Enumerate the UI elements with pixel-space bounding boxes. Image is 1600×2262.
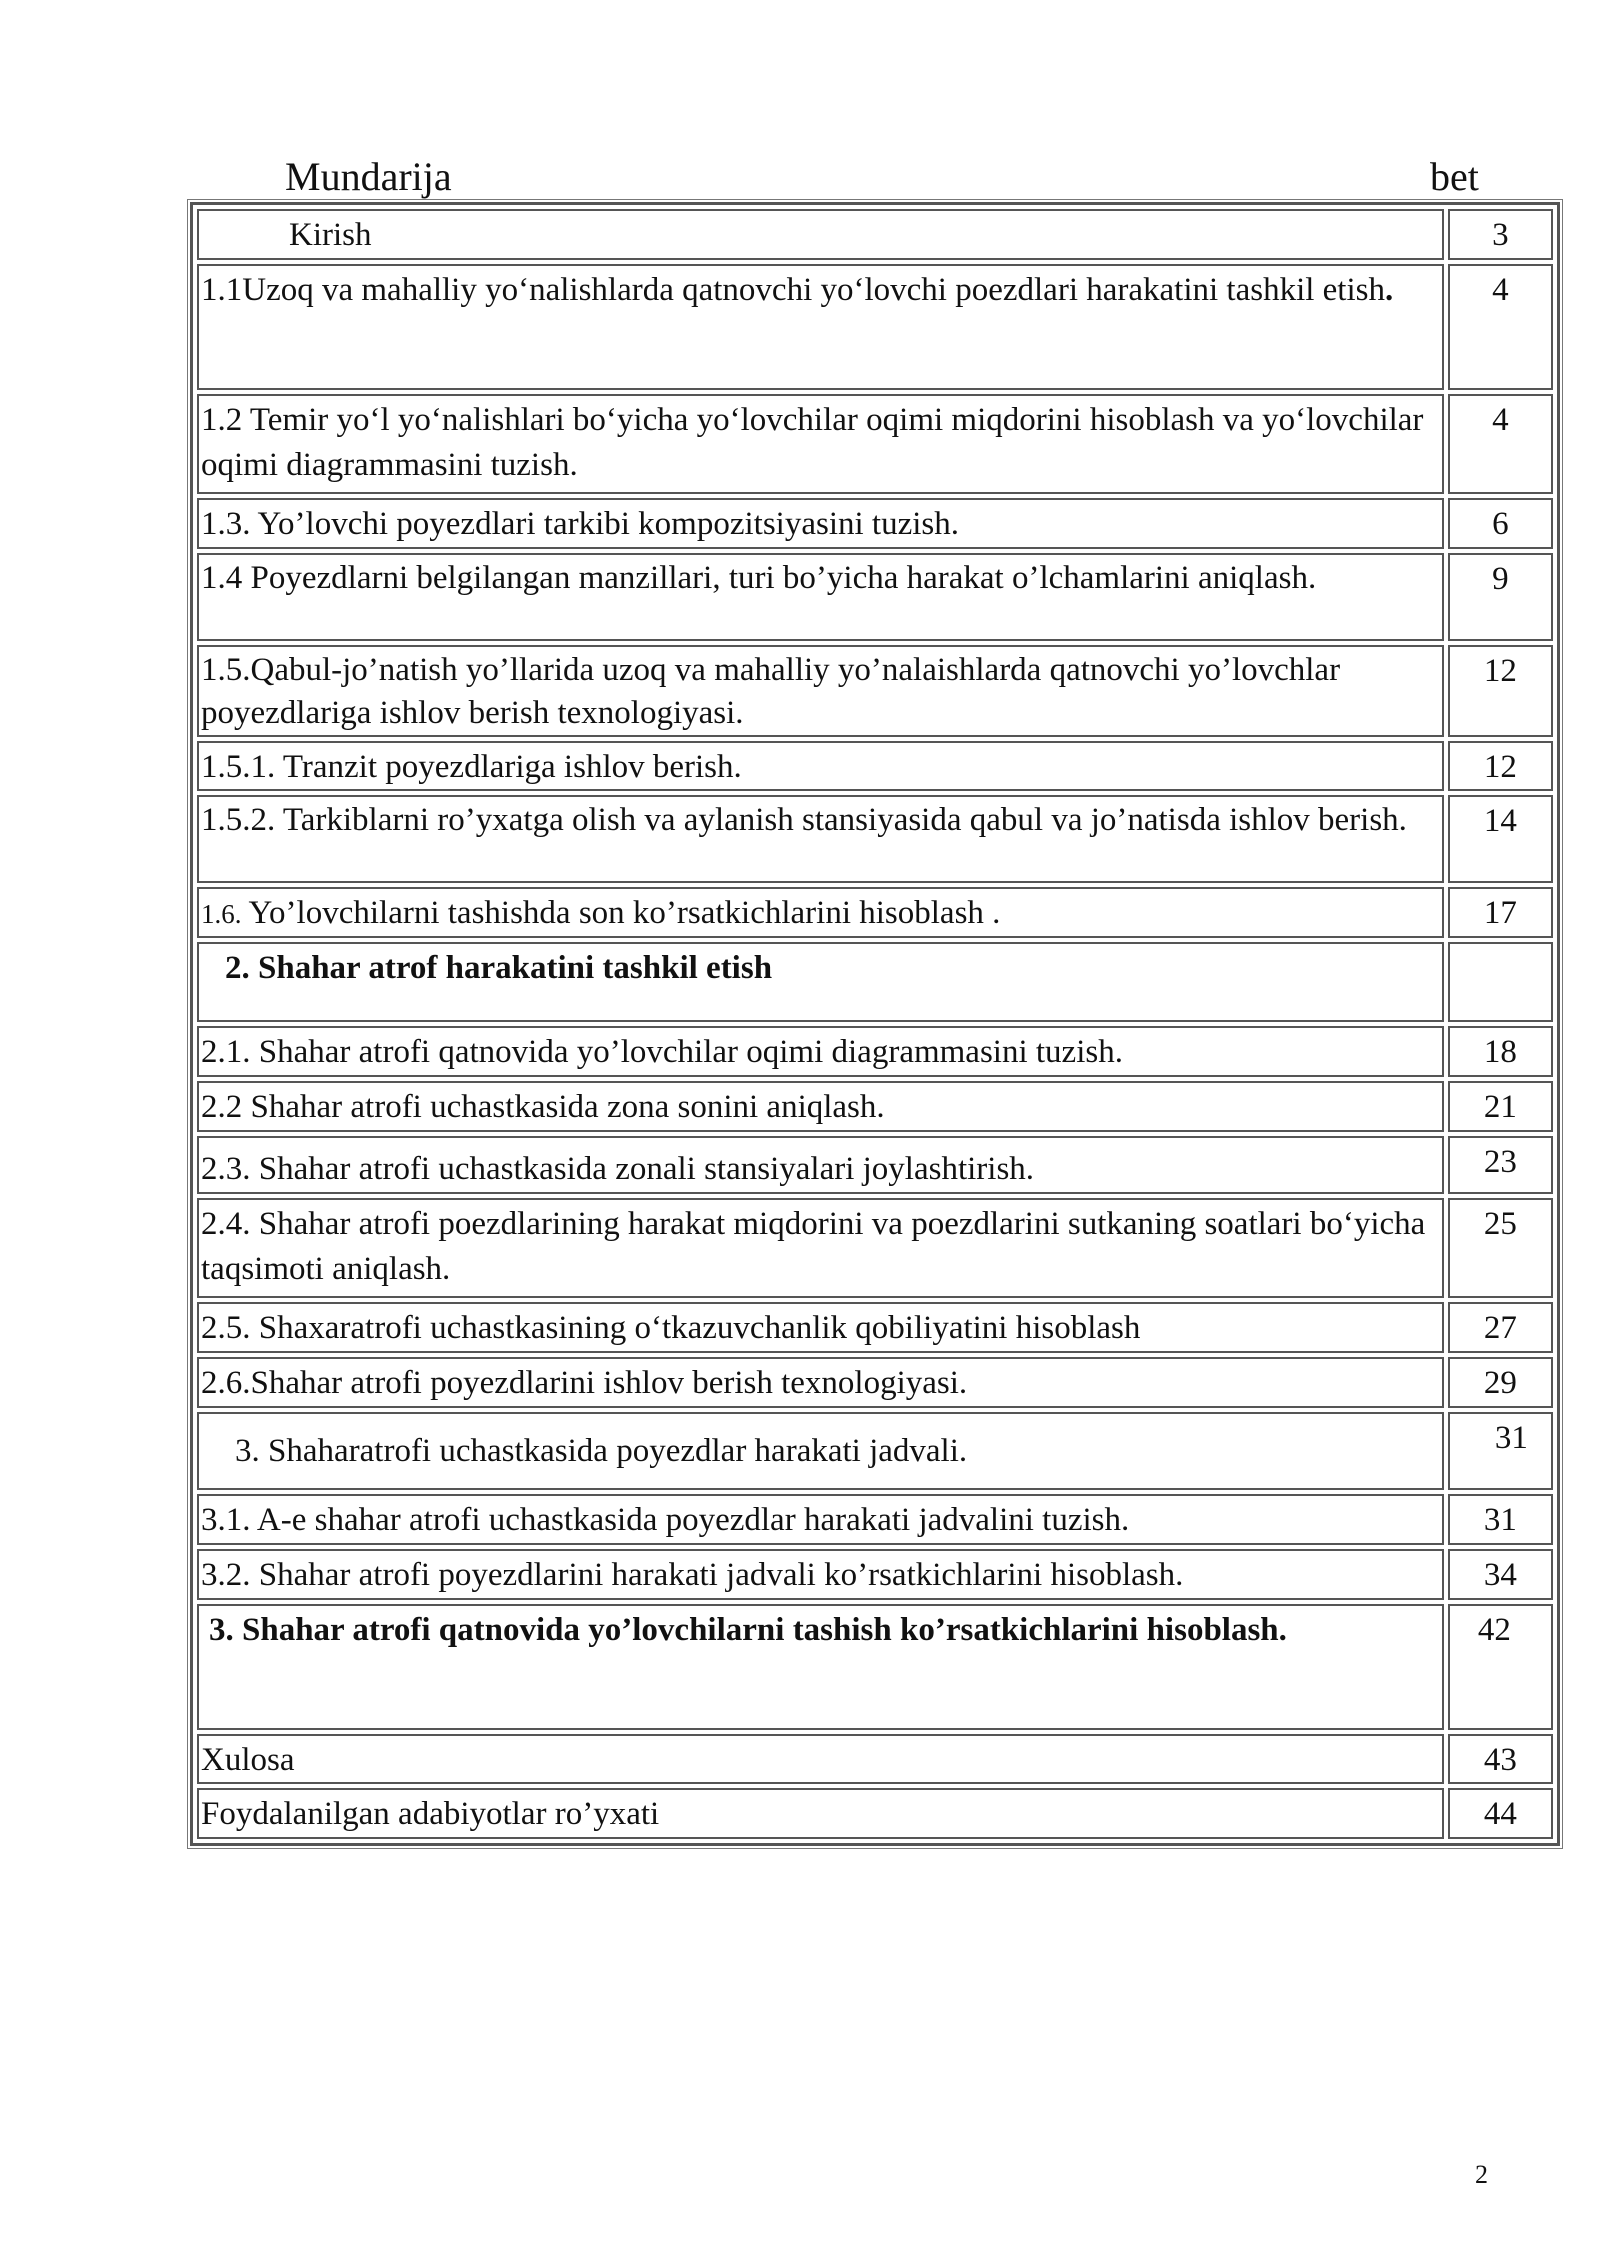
toc-entry-page: 6 — [1448, 498, 1553, 549]
toc-entry-text: 1.1Uzoq va mahalliy yo‘nalishlarda qatnovchi yo‘lovchi poezdlari harakatini tashkil etish — [201, 271, 1385, 308]
page-number: 2 — [1475, 2160, 1488, 2189]
toc-row — [197, 645, 1553, 737]
toc-entry-title: 1.5.1. Tranzit poyezdlariga ishlov berish. — [197, 741, 1444, 792]
toc-entry-suffix: . — [1385, 271, 1394, 308]
toc-entry-title: 2.4. Shahar atrofi poezdlarining harakat miqdorini va poezdlarini sutkaning soatlari bo‘yicha taqsimoti aniqlash. — [197, 1198, 1444, 1298]
table-of-contents — [190, 202, 1560, 1846]
toc-section-heading-text: 3. Shahar atrofi qatnovida yo’lovchilarni tashish ko’rsatkichlarini hisoblash. — [209, 1611, 1287, 1648]
toc-row — [197, 1788, 1553, 1839]
toc-entry-page: 4 — [1448, 394, 1553, 494]
toc-row — [197, 1494, 1553, 1545]
toc-entry-title: 2.2 Shahar atrofi uchastkasida zona sonini aniqlash. — [197, 1081, 1444, 1132]
toc-entry-page: 43 — [1448, 1734, 1553, 1785]
toc-entry-page: 42 — [1448, 1604, 1553, 1730]
toc-entry-title: 2.3. Shahar atrofi uchastkasida zonali stansiyalari joylashtirish. — [197, 1136, 1444, 1194]
toc-row — [197, 1081, 1553, 1132]
toc-entry-title — [197, 887, 1444, 938]
toc-entry-title: Xulosa — [197, 1734, 1444, 1785]
toc-entry-page: 44 — [1448, 1788, 1553, 1839]
toc-row — [197, 394, 1553, 494]
toc-section-heading: 2. Shahar atrof harakatini tashkil etish — [197, 942, 1444, 1022]
toc-entry-title: 1.4 Poyezdlarni belgilangan manzillari, turi bo’yicha harakat o’lchamlarini aniqlash. — [197, 553, 1444, 641]
toc-row — [197, 498, 1553, 549]
toc-header — [190, 152, 1570, 202]
toc-entry-title: 2.6.Shahar atrofi poyezdlarini ishlov berish texnologiyasi. — [197, 1357, 1444, 1408]
toc-entry-page: 3 — [1448, 209, 1553, 260]
toc-entry-title: 3.1. A-e shahar atrofi uchastkasida poyezdlar harakati jadvalini tuzish. — [197, 1494, 1444, 1545]
toc-entry-page: 27 — [1448, 1302, 1553, 1353]
toc-row — [197, 1549, 1553, 1600]
toc-row — [197, 741, 1553, 792]
toc-row — [197, 264, 1553, 390]
toc-entry-title: 1.3. Yo’lovchi poyezdlari tarkibi kompozitsiyasini tuzish. — [197, 498, 1444, 549]
toc-entry-title: 2.1. Shahar atrofi qatnovida yo’lovchilar oqimi diagrammasini tuzish. — [197, 1026, 1444, 1077]
toc-row — [197, 1357, 1553, 1408]
toc-entry-title: 1.2 Temir yo‘l yo‘nalishlari bo‘yicha yo‘lovchilar oqimi miqdorini hisoblash va yo‘lovchilar oqimi diagrammasini tuzish. — [197, 394, 1444, 494]
toc-entry-title: 3.2. Shahar atrofi poyezdlarini harakati jadvali ko’rsatkichlarini hisoblash. — [197, 1549, 1444, 1600]
toc-entry-page: 21 — [1448, 1081, 1553, 1132]
toc-entry-page: 31 — [1448, 1494, 1553, 1545]
toc-row — [197, 1734, 1553, 1785]
toc-row — [197, 1604, 1553, 1730]
toc-entry-number: 1.6. — [201, 899, 242, 930]
toc-row — [197, 1412, 1553, 1490]
toc-entry-page: 34 — [1448, 1549, 1553, 1600]
toc-row — [197, 553, 1553, 641]
toc-entry-page: 17 — [1448, 887, 1553, 938]
page-column-label: bet — [1430, 154, 1479, 199]
toc-section-heading — [197, 1604, 1444, 1730]
toc-row — [197, 942, 1553, 1022]
toc-entry-page: 12 — [1448, 741, 1553, 792]
toc-entry-page: 25 — [1448, 1198, 1553, 1298]
toc-row — [197, 1198, 1553, 1298]
toc-entry-page: 14 — [1448, 795, 1553, 883]
toc-entry-title: 1.5.Qabul-jo’natish yo’llarida uzoq va mahalliy yo’nalaishlarda qatnovchi yo’lovchlar poyezdlariga ishlov berish texnologiyasi. — [197, 645, 1444, 737]
toc-entry-title: 1.5.2. Tarkiblarni ro’yxatga olish va aylanish stansiyasida qabul va jo’natisda ishlov berish. — [197, 795, 1444, 883]
toc-row — [197, 795, 1553, 883]
toc-entry-page: 4 — [1448, 264, 1553, 390]
toc-row — [197, 1302, 1553, 1353]
toc-row — [197, 209, 1553, 260]
toc-entry-page: 18 — [1448, 1026, 1553, 1077]
toc-entry-title: 2.5. Shaxaratrofi uchastkasining o‘tkazuvchanlik qobiliyatini hisoblash — [197, 1302, 1444, 1353]
toc-entry-page: 23 — [1448, 1136, 1553, 1194]
toc-row — [197, 1136, 1553, 1194]
toc-entry-page — [1448, 942, 1553, 1022]
toc-row — [197, 887, 1553, 938]
toc-entry-page: 29 — [1448, 1357, 1553, 1408]
toc-entry-title: Foydalanilgan adabiyotlar ro’yxati — [197, 1788, 1444, 1839]
toc-entry-title — [197, 264, 1444, 390]
toc-entry-text: Yo’lovchilarni tashishda son ko’rsatkichlarini hisoblash . — [241, 895, 1001, 932]
toc-entry-title: 3. Shaharatrofi uchastkasida poyezdlar harakati jadvali. — [197, 1412, 1444, 1490]
toc-title: Mundarija — [285, 154, 452, 199]
toc-row — [197, 1026, 1553, 1077]
toc-entry-title: Kirish — [197, 209, 1444, 260]
toc-entry-page: 12 — [1448, 645, 1553, 737]
toc-entry-page: 9 — [1448, 553, 1553, 641]
toc-entry-page: 31 — [1448, 1412, 1553, 1490]
